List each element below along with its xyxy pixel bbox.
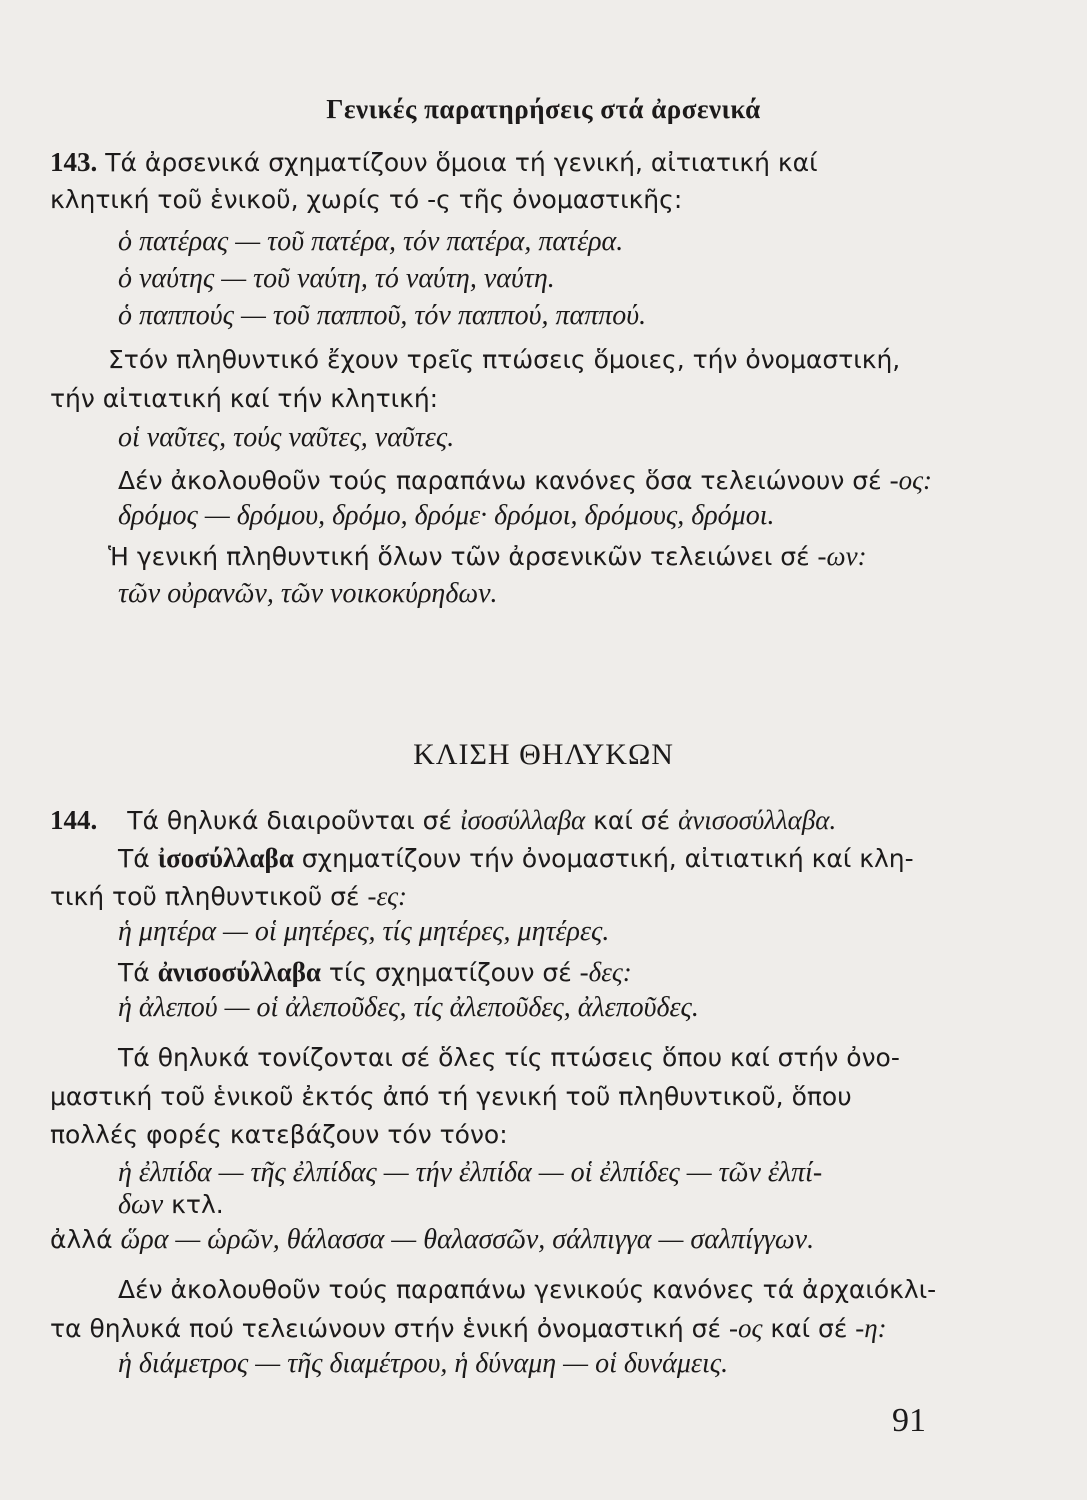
paragraph-144-line-1: 144. Τά θηλυκά διαιροῦνται σέ ἰσοσύλλαβα καί σέ ἀνισοσύλλαβα. bbox=[50, 805, 837, 835]
text-line: τική τοῦ πληθυντικοῦ σέ -ες: bbox=[50, 881, 408, 911]
text-line: Ἡ γενική πληθυντική ὅλων τῶν ἀρσενικῶν τελειώνει σέ -ων: bbox=[108, 541, 867, 571]
example-line: δρόμος — δρόμου, δρόμο, δρόμε· δρόμοι, δρόμους, δρόμοι. bbox=[118, 500, 775, 531]
example-line: ἡ διάμετρος — τῆς διαμέτρου, ἡ δύναμη — οἱ δυνάμεις. bbox=[118, 1348, 729, 1379]
example-line: τῶν οὐρανῶν, τῶν νοικοκύρηδων. bbox=[118, 578, 498, 609]
text-line: Τά θηλυκά τονίζονται σέ ὅλες τίς πτώσεις ὅπου καί στήν ὀνο- bbox=[118, 1043, 900, 1072]
paragraph-number: 144. bbox=[50, 805, 98, 835]
section-heading: Γενικές παρατηρήσεις στά ἀρσενικά bbox=[326, 94, 761, 124]
example-line: ἀλλά ὥρα — ὡρῶν, θάλασσα — θαλασσῶν, σάλπιγγα — σαλπίγγων. bbox=[50, 1224, 815, 1255]
example-line: δων κτλ. bbox=[118, 1189, 224, 1220]
text-line: Τά ἀνισοσύλλαβα τίς σχηματίζουν σέ -δες: bbox=[118, 957, 632, 987]
example-line: ὁ πατέρας — τοῦ πατέρα, τόν πατέρα, πατέρα. bbox=[118, 226, 624, 257]
example-line: ἡ ἀλεπού — οἱ ἀλεποῦδες, τίς ἀλεποῦδες, ἀλεποῦδες. bbox=[118, 992, 699, 1023]
section-title: ΚΛΙΣΗ ΘΗΛΥΚΩΝ bbox=[413, 738, 674, 771]
example-line: ἡ μητέρα — οἱ μητέρες, τίς μητέρες, μητέρες. bbox=[118, 916, 610, 947]
text-line: Δέν ἀκολουθοῦν τούς παραπάνω κανόνες ὅσα τελειώνουν σέ -ος: bbox=[118, 465, 933, 495]
text-line: πολλές φορές κατεβάζουν τόν τόνο: bbox=[50, 1120, 508, 1149]
text-line: Δέν ἀκολουθοῦν τούς παραπάνω γενικούς κανόνες τά ἀρχαιόκλι- bbox=[118, 1275, 937, 1304]
text-line: τήν αἰτιατική καί τήν κλητική: bbox=[50, 384, 439, 413]
example-line: οἱ ναῦτες, τούς ναῦτες, ναῦτες. bbox=[118, 422, 455, 453]
page-number: 91 bbox=[892, 1402, 926, 1439]
example-line: ὁ ναύτης — τοῦ ναύτη, τό ναύτη, ναύτη. bbox=[118, 263, 555, 294]
text-line: τα θηλυκά πού τελειώνουν στήν ἑνική ὀνομαστική σέ -ος καί σέ -η: bbox=[50, 1313, 887, 1343]
paragraph-143-line-2: κλητική τοῦ ἑνικοῦ, χωρίς τό -ς τῆς ὀνομαστικῆς: bbox=[50, 185, 683, 214]
example-line: ὁ παππούς — τοῦ παπποῦ, τόν παππού, παππού. bbox=[118, 300, 647, 331]
paragraph-number: 143. bbox=[50, 147, 98, 177]
text-line: μαστική τοῦ ἑνικοῦ ἐκτός ἀπό τή γενική τοῦ πληθυντικοῦ, ὅπου bbox=[50, 1082, 852, 1111]
example-line: ἡ ἐλπίδα — τῆς ἐλπίδας — τήν ἐλπίδα — οἱ ἐλπίδες — τῶν ἐλπί- bbox=[118, 1157, 823, 1188]
paragraph-143-line-1: 143. Τά ἀρσενικά σχηματίζουν ὅμοια τή γενική, αἰτιατική καί bbox=[50, 147, 818, 177]
text-line: Στόν πληθυντικό ἔχουν τρεῖς πτώσεις ὅμοιες, τήν ὀνομαστική, bbox=[108, 345, 901, 374]
text-line: Τά ἰσοσύλλαβα σχηματίζουν τήν ὀνομαστική, αἰτιατική καί κλη- bbox=[118, 843, 914, 873]
